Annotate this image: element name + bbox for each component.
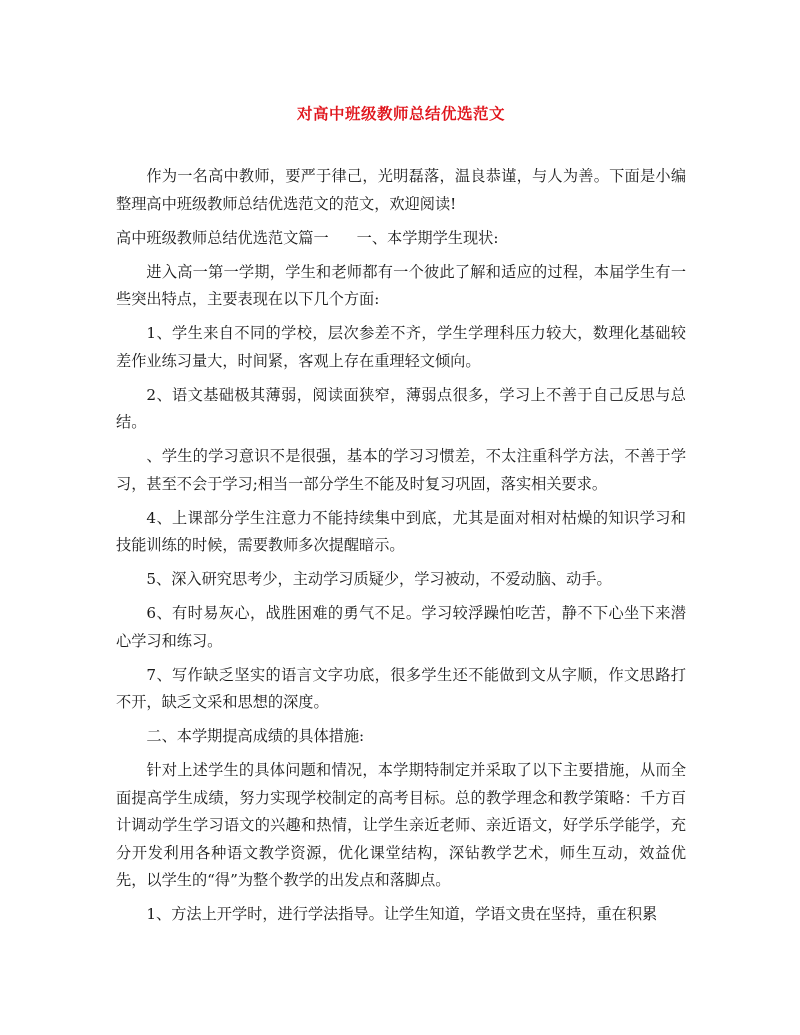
paragraph: 2、语文基础极其薄弱，阅读面狭窄，薄弱点很多，学习上不善于自己反思与总结。 [116,385,686,431]
document-body [116,163,686,935]
intro-paragraph: 作为一名高中教师，要严于律己，光明磊落，温良恭谨，与人为善。下面是小编整理高中班级教师总结优选范文的范文，欢迎阅读! [116,167,686,213]
paragraph: 进入高一第一学期，学生和老师都有一个彼此了解和适应的过程，本届学生有一些突出特点，主要表现在以下几个方面: [116,262,686,308]
paragraph: 5、深入研究思考少，主动学习质疑少，学习被动，不爱动脑、动手。 [146,570,612,588]
paragraph: 1、学生来自不同的学校，层次参差不齐，学生学理科压力较大，数理化基础较差作业练习量大，时间紧，客观上存在重理轻文倾向。 [116,324,686,370]
part-label: 高中班级教师总结优选范文篇一 [116,228,329,247]
document-title: 对高中班级教师总结优选范文 [296,104,505,123]
paragraph: 4、上课部分学生注意力不能持续集中到底，尤其是面对相对枯燥的知识学习和技能训练的时候，需要教师多次提醒暗示。 [116,508,686,554]
section-heading: 二、本学期提高成绩的具体措施: [146,727,365,745]
paragraph: 6、有时易灰心，战胜困难的勇气不足。学习较浮躁怕吃苦，静不下心坐下来潜心学习和练习。 [116,604,686,650]
paragraph: 1、方法上开学时，进行学法指导。让学生知道，学语文贵在坚持，重在积累 [146,905,658,923]
section-line [116,225,686,253]
paragraph: 、学生的学习意识不是很强，基本的学习习惯差，不太注重科学方法，不善于学习，甚至不会于学习;相当一部分学生不能及时复习巩固，落实相关要求。 [116,447,686,493]
section-heading: 一、本学期学生现状: [356,228,499,247]
paragraph: 针对上述学生的具体问题和情况，本学期特制定并采取了以下主要措施，从而全面提高学生成绩，努力实现学校制定的高考目标。总的教学理念和教学策略：千方百计调动学生学习语文的兴趣和热情，让学生亲近老师、亲近语文，好学乐学能学，充分开发利用各种语文教学资源，优化课堂结构，深钻教学艺术，师生互动，效益优先，以学生的“得”为整个教学的出发点和落脚点。 [116,761,686,889]
paragraph: 7、写作缺乏坚实的语言文字功底，很多学生还不能做到文从字顺，作文思路打不开，缺乏文采和思想的深度。 [116,665,686,711]
